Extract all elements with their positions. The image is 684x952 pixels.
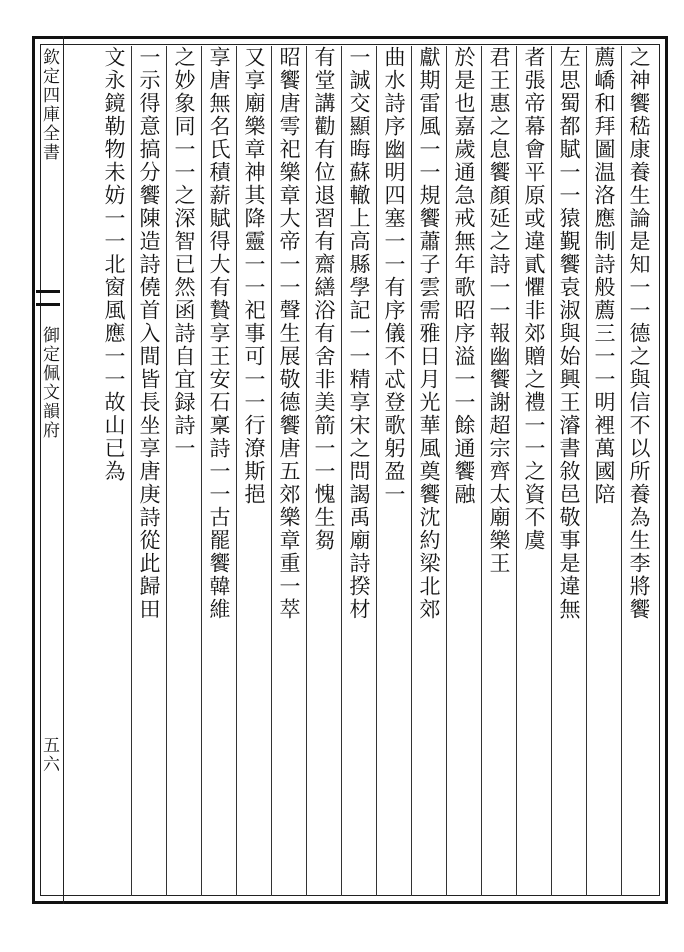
text-column-15: 一示得意搞分饗陳造詩僥首入間皆長坐享唐庚詩從此歸田 <box>131 46 166 896</box>
volume-title: 御定佩文韻府 <box>39 326 59 440</box>
text-column-6: 於是也嘉歲通急戒無年歌昭序溢一一餘通饗融 <box>446 46 481 896</box>
text-column-7: 獻期雷風一一規饗蕭子雲需雅日月光華風奠饗沈約梁北郊 <box>411 46 446 896</box>
text-column-16: 文永鏡勒物未妨一一北窗風應一一故山已為 <box>102 46 126 483</box>
text-column-8: 曲水詩序幽明四塞一一有序儀不忒登歌躬盈一 <box>376 46 411 896</box>
text-column-9: 一誠交顯晦蘇轍上高縣學記一一精享宋之問謁禹廟詩揆材 <box>341 46 376 896</box>
main-text-area <box>66 46 656 896</box>
text-column-2: 薦嶠和拜圖温洛應制詩般薦三一一明裡萬國陪 <box>586 46 621 896</box>
text-column-3: 左思蜀都賦一一猿覲饗袁淑與始興王濬書敘邑敬事是違無 <box>551 46 586 896</box>
text-column-1: 之神饗嵇康養生論是知一一德之與信不以所養為生李將饗 <box>621 46 656 896</box>
book-title: 欽定四庫全書 <box>39 48 59 162</box>
page-number: 五六 <box>39 736 59 774</box>
text-column-13: 享唐無名氏積薪賦得大有贄享王安石稟詩一一古罷饗韓維 <box>201 46 236 896</box>
text-column-4: 者張帝幕會平原或違貳懼非郊贈之禮一一之資不虞 <box>516 46 551 896</box>
text-column-12: 又享廟樂章神其降靈一一祀事可一一行潦斯挹 <box>236 46 271 896</box>
text-column-5: 君王惠之息饗顏延之詩一一報幽饗謝超宗齊太廟樂王 <box>481 46 516 896</box>
fish-tail-ornament-icon <box>36 290 60 306</box>
page-margin-column <box>32 36 64 904</box>
text-column-10: 有堂講勸有位退習有齋繕浴有舍非美箭一一愧生芻 <box>306 46 341 896</box>
text-column-11: 昭饗唐雩祀樂章大帝一一聲生展敬德饗唐五郊樂章重一萃 <box>271 46 306 896</box>
text-column-14: 之妙象同一一之深智已然函詩自宜録詩一 <box>166 46 201 896</box>
